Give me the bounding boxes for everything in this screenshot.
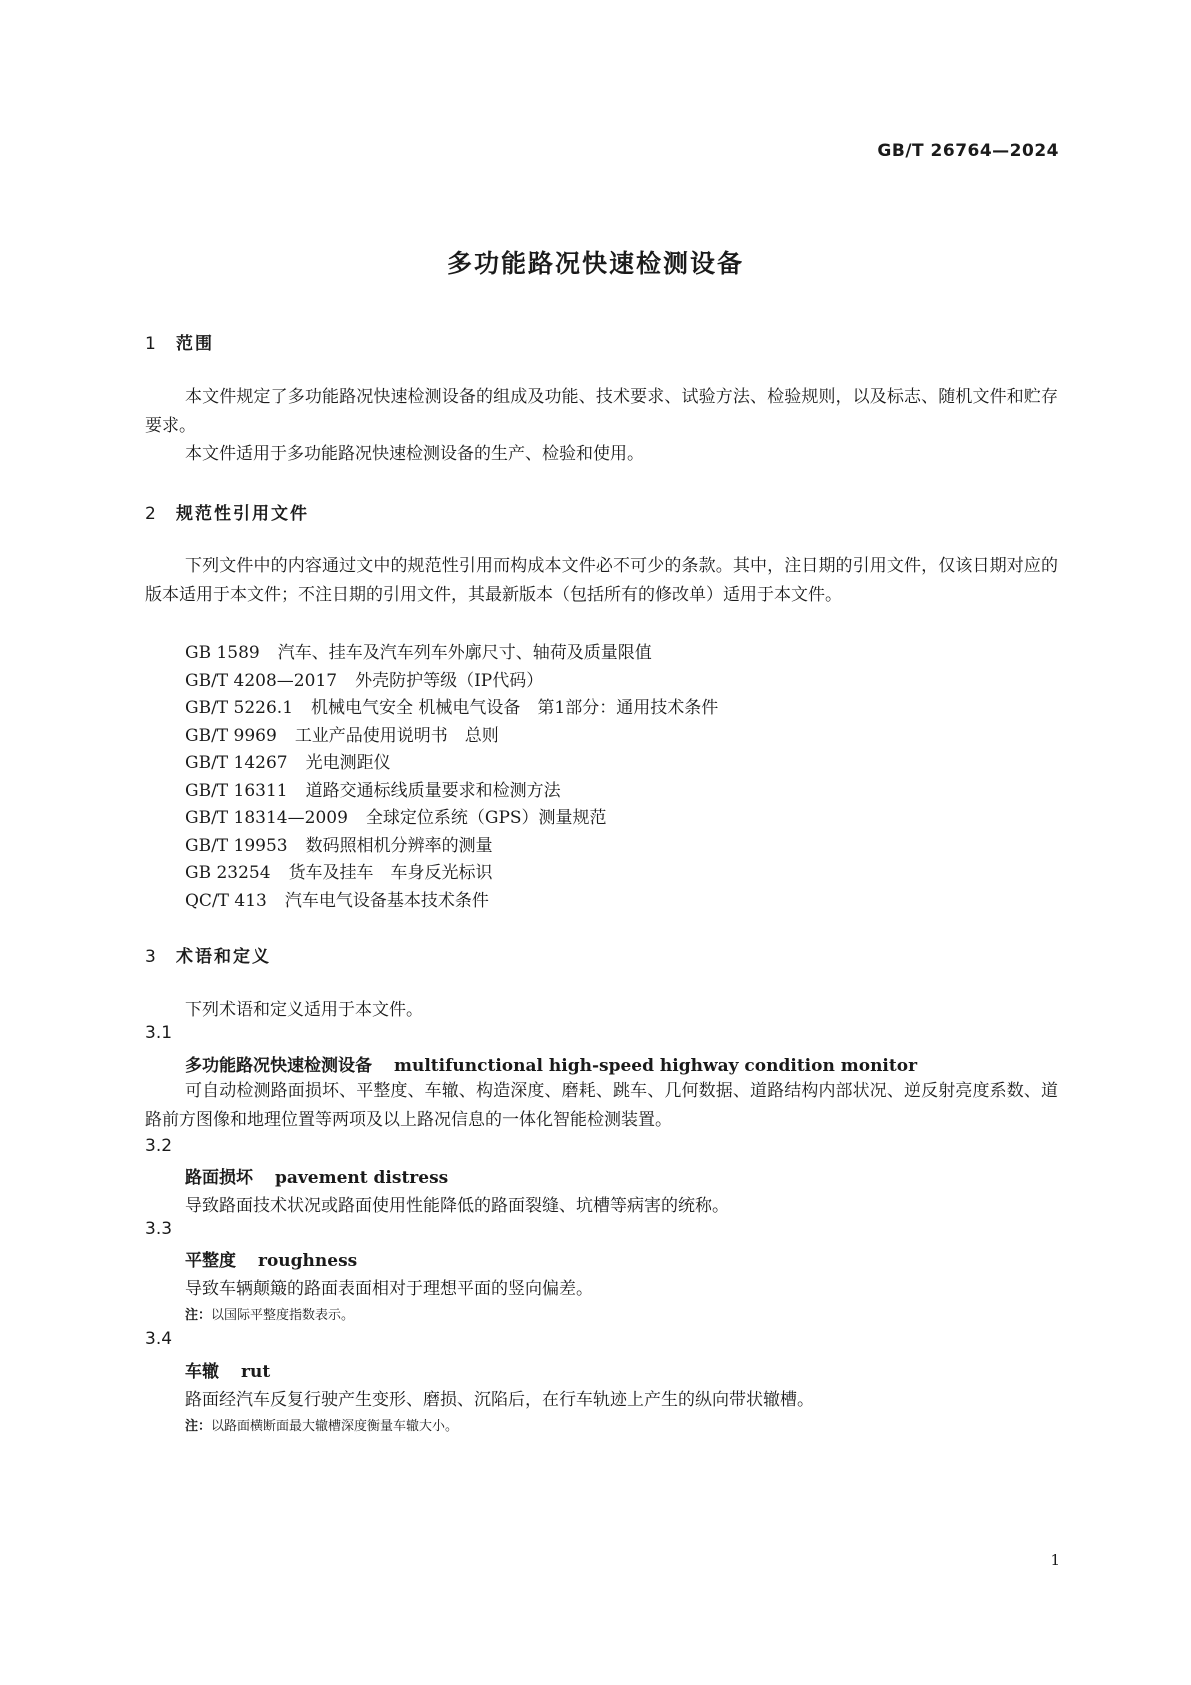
- reference-code: GB 23254: [185, 863, 271, 883]
- term-en: pavement distress: [275, 1168, 449, 1188]
- reference-item: [185, 693, 718, 718]
- reference-title: 工业产品使用说明书 总则: [294, 726, 499, 746]
- term-en: roughness: [258, 1251, 358, 1271]
- reference-code: GB/T 4208—2017: [185, 671, 338, 691]
- term-heading: [185, 1051, 917, 1076]
- term-zh: 多功能路况快速检测设备: [185, 1056, 372, 1076]
- reference-code: GB/T 16311: [185, 781, 288, 801]
- term-heading: [185, 1246, 357, 1271]
- reference-title: 机械电气安全 机械电气设备 第1部分：通用技术条件: [311, 698, 719, 718]
- section-title: 范围: [176, 334, 214, 354]
- section-number: 1: [145, 334, 158, 354]
- document-title: 多功能路况快速检测设备: [446, 249, 744, 278]
- terms-intro: 下列术语和定义适用于本文件。: [185, 1000, 423, 1020]
- term-number: 3.1: [145, 1023, 173, 1043]
- reference-title: 光电测距仪: [305, 753, 391, 773]
- reference-item: [185, 831, 493, 856]
- reference-item: [185, 721, 499, 746]
- section-title: 术语和定义: [176, 947, 271, 967]
- reference-item: [185, 638, 652, 663]
- reference-item: [185, 803, 607, 828]
- note-label: 注：: [185, 1308, 212, 1323]
- reference-code: GB 1589: [185, 643, 260, 663]
- term-definition: 可自动检测路面损坏、平整度、车辙、构造深度、磨耗、跳车、几何数据、道路结构内部状况、逆反射亮度系数、道路前方图像和地理位置等两项及以上路况信息的一体化智能检测装置。: [145, 1081, 1058, 1130]
- note-text: 以路面横断面最大辙槽深度衡量车辙大小。: [211, 1419, 459, 1434]
- reference-item: [185, 858, 493, 883]
- term-en: multifunctional high-speed highway condition monitor: [394, 1056, 918, 1076]
- document-code: GB/T 26764—2024: [877, 141, 1059, 161]
- references-intro: 下列文件中的内容通过文中的规范性引用而构成本文件必不可少的条款。其中，注日期的引用文件，仅该日期对应的版本适用于本文件；不注日期的引用文件，其最新版本（包括所有的修改单）适用于本文件。: [145, 556, 1058, 605]
- note-text: 以国际平整度指数表示。: [211, 1308, 355, 1323]
- reference-item: [185, 666, 543, 691]
- section-2-heading: [145, 499, 309, 524]
- term-en: rut: [241, 1362, 271, 1382]
- reference-code: GB/T 9969: [185, 726, 277, 746]
- term-heading: [185, 1357, 270, 1382]
- reference-code: GB/T 18314—2009: [185, 808, 348, 828]
- reference-item: [185, 748, 391, 773]
- reference-title: 外壳防护等级（IP代码）: [355, 671, 544, 691]
- term-heading: [185, 1163, 448, 1188]
- term-note: [185, 1415, 458, 1434]
- term-number: 3.4: [145, 1329, 173, 1349]
- scope-paragraph-2: 本文件适用于多功能路况快速检测设备的生产、检验和使用。: [185, 444, 644, 464]
- section-1-heading: [145, 329, 214, 354]
- note-label: 注：: [185, 1419, 212, 1434]
- reference-code: QC/T 413: [185, 891, 267, 911]
- reference-code: GB/T 14267: [185, 753, 288, 773]
- reference-item: [185, 776, 561, 801]
- term-number: 3.3: [145, 1219, 173, 1239]
- reference-title: 全球定位系统（GPS）测量规范: [365, 808, 607, 828]
- term-definition: 导致车辆颠簸的路面表面相对于理想平面的竖向偏差。: [185, 1279, 593, 1299]
- reference-title: 汽车、挂车及汽车列车外廓尺寸、轴荷及质量限值: [277, 643, 652, 663]
- term-note: [185, 1304, 354, 1323]
- reference-code: GB/T 19953: [185, 836, 288, 856]
- term-zh: 路面损坏: [185, 1168, 253, 1188]
- term-definition: 路面经汽车反复行驶产生变形、磨损、沉陷后，在行车轨迹上产生的纵向带状辙槽。: [185, 1390, 814, 1410]
- term-definition: 导致路面技术状况或路面使用性能降低的路面裂缝、坑槽等病害的统称。: [185, 1196, 729, 1216]
- scope-paragraph-1: 本文件规定了多功能路况快速检测设备的组成及功能、技术要求、试验方法、检验规则，以及标志、随机文件和贮存要求。: [145, 387, 1058, 436]
- term-zh: 车辙: [185, 1362, 219, 1382]
- term-zh: 平整度: [185, 1251, 236, 1271]
- reference-title: 数码照相机分辨率的测量: [305, 836, 493, 856]
- section-number: 2: [145, 504, 158, 524]
- reference-title: 汽车电气设备基本技术条件: [284, 891, 489, 911]
- reference-title: 道路交通标线质量要求和检测方法: [305, 781, 561, 801]
- reference-code: GB/T 5226.1: [185, 698, 294, 718]
- section-3-heading: [145, 942, 271, 967]
- section-title: 规范性引用文件: [176, 504, 309, 524]
- term-number: 3.2: [145, 1136, 173, 1156]
- section-number: 3: [145, 947, 158, 967]
- reference-title: 货车及挂车 车身反光标识: [288, 863, 493, 883]
- reference-item: [185, 886, 489, 911]
- page-number: 1: [1050, 1551, 1060, 1569]
